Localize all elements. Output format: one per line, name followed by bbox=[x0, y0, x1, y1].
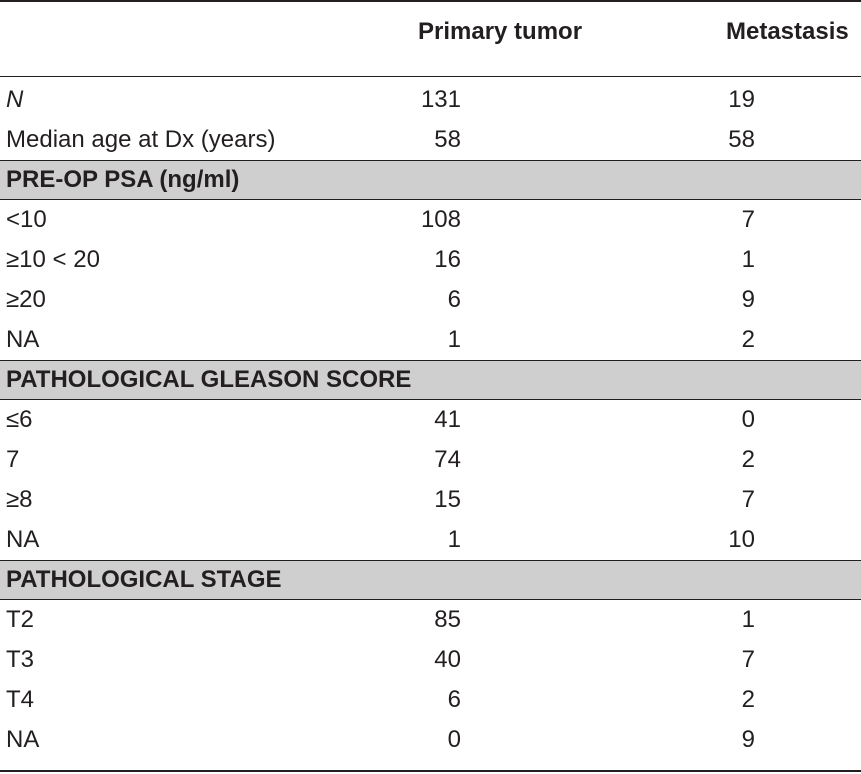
header-primary-tumor: Primary tumor bbox=[418, 18, 583, 45]
row-primary-value: 15 bbox=[434, 486, 461, 513]
row-primary-value: 1 bbox=[447, 526, 461, 553]
row-label: T2 bbox=[6, 606, 35, 633]
row-label: 7 bbox=[6, 446, 20, 473]
row-metastasis-value: 9 bbox=[741, 726, 755, 753]
row-metastasis-value: 19 bbox=[728, 86, 755, 113]
section-title: PATHOLOGICAL STAGE bbox=[6, 566, 282, 593]
row-metastasis-value: 9 bbox=[741, 286, 755, 313]
row-metastasis-value: 10 bbox=[728, 526, 755, 553]
table-bottom-rule bbox=[0, 770, 861, 772]
section-header-psa bbox=[0, 160, 861, 200]
table-row bbox=[0, 720, 861, 760]
row-metastasis-value: 7 bbox=[741, 486, 755, 513]
table-row-median-age bbox=[0, 120, 861, 160]
table-row bbox=[0, 600, 861, 640]
row-label: ≥8 bbox=[6, 486, 33, 513]
row-label: Median age at Dx (years) bbox=[6, 126, 276, 153]
row-metastasis-value: 7 bbox=[741, 206, 755, 233]
row-label: ≥20 bbox=[6, 286, 46, 313]
table-row bbox=[0, 480, 861, 520]
row-primary-value: 131 bbox=[420, 86, 461, 113]
table-header bbox=[0, 0, 861, 76]
row-metastasis-value: 1 bbox=[741, 246, 755, 273]
row-label: NA bbox=[6, 726, 40, 753]
row-label: NA bbox=[6, 326, 40, 353]
row-label: NA bbox=[6, 526, 40, 553]
row-label: T4 bbox=[6, 686, 35, 713]
header-rule bbox=[0, 76, 861, 77]
row-primary-value: 41 bbox=[434, 406, 461, 433]
row-label: ≥10 < 20 bbox=[6, 246, 100, 273]
row-metastasis-value: 2 bbox=[741, 686, 755, 713]
row-primary-value: 40 bbox=[434, 646, 461, 673]
row-primary-value: 1 bbox=[447, 326, 461, 353]
table-row-n bbox=[0, 80, 861, 120]
section-header-stage bbox=[0, 560, 861, 600]
row-metastasis-value: 7 bbox=[741, 646, 755, 673]
row-primary-value: 74 bbox=[434, 446, 461, 473]
section-title: PATHOLOGICAL GLEASON SCORE bbox=[6, 366, 412, 393]
table-row bbox=[0, 400, 861, 440]
table-row bbox=[0, 680, 861, 720]
row-metastasis-value: 1 bbox=[741, 606, 755, 633]
section-title: PRE-OP PSA (ng/ml) bbox=[6, 166, 240, 193]
row-label: <10 bbox=[6, 206, 47, 233]
row-primary-value: 6 bbox=[447, 686, 461, 713]
table-row bbox=[0, 640, 861, 680]
row-label: ≤6 bbox=[6, 406, 33, 433]
section-header-gleason bbox=[0, 360, 861, 400]
table-row bbox=[0, 200, 861, 240]
row-label: T3 bbox=[6, 646, 35, 673]
table-row bbox=[0, 440, 861, 480]
table-row bbox=[0, 520, 861, 560]
header-metastasis: Metastasis bbox=[726, 18, 849, 45]
table-row bbox=[0, 240, 861, 280]
row-metastasis-value: 0 bbox=[741, 406, 755, 433]
row-primary-value: 58 bbox=[434, 126, 461, 153]
row-metastasis-value: 2 bbox=[741, 446, 755, 473]
table-row bbox=[0, 280, 861, 320]
row-primary-value: 16 bbox=[434, 246, 461, 273]
row-label: N bbox=[6, 86, 24, 113]
row-primary-value: 0 bbox=[447, 726, 461, 753]
row-primary-value: 85 bbox=[434, 606, 461, 633]
row-primary-value: 6 bbox=[447, 286, 461, 313]
row-primary-value: 108 bbox=[420, 206, 461, 233]
row-metastasis-value: 58 bbox=[728, 126, 755, 153]
row-metastasis-value: 2 bbox=[741, 326, 755, 353]
table-row bbox=[0, 320, 861, 360]
